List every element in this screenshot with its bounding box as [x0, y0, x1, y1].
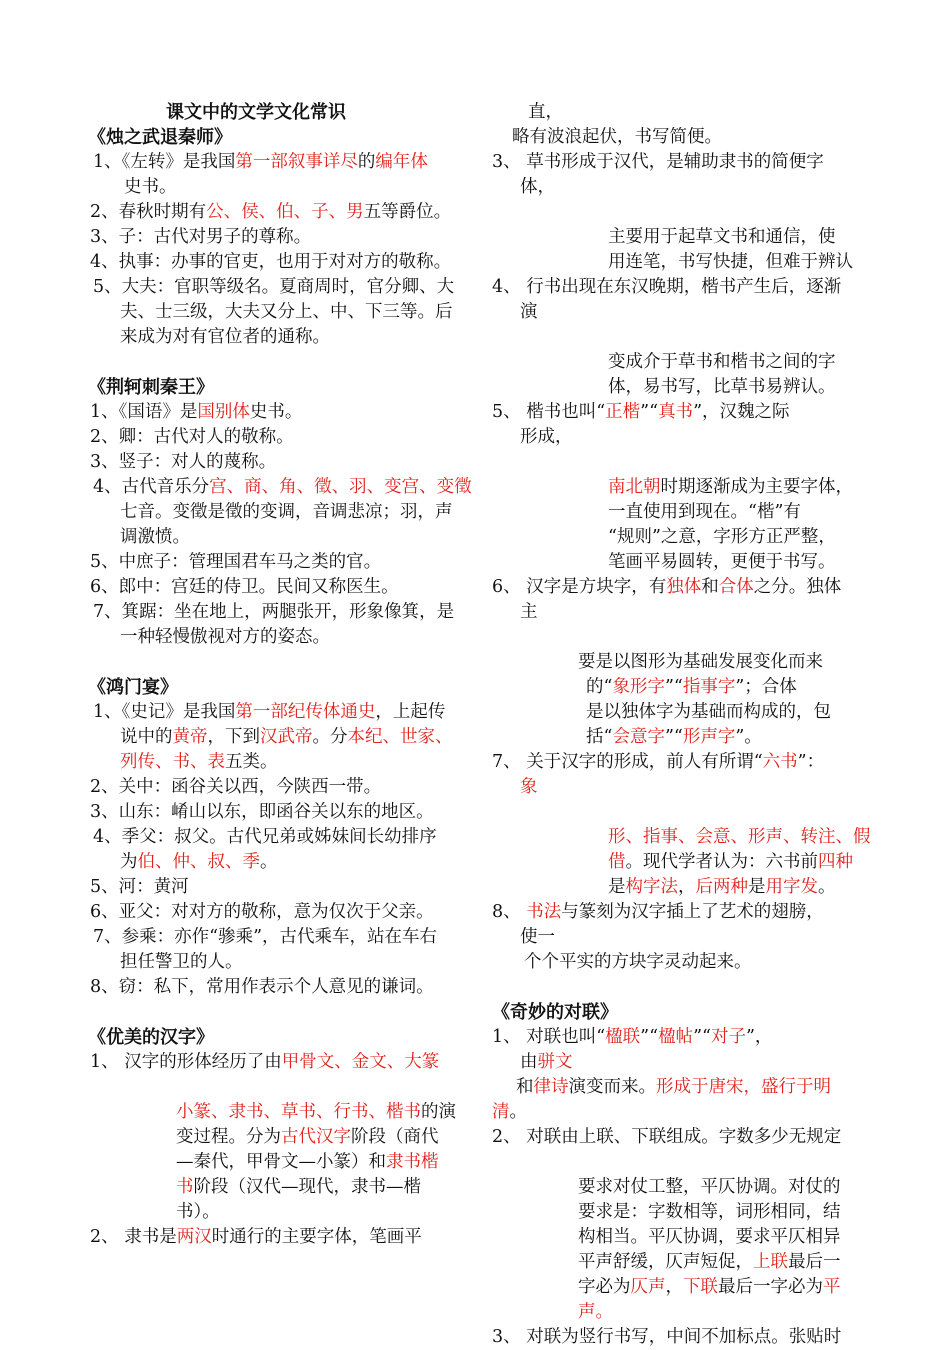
- text-run: 七音。变徵是徵的变调，音调悲凉；羽，声: [120, 502, 453, 522]
- highlighted-term: 书法: [526, 902, 562, 922]
- text-run: 体，: [520, 177, 555, 197]
- highlighted-term: 下联: [683, 1277, 718, 1297]
- text-run: 史书。: [124, 177, 177, 197]
- text-line: [492, 575, 872, 600]
- text-run: 1、《国语》是: [90, 402, 198, 422]
- text-line: [492, 425, 872, 450]
- text-run: 使一: [520, 927, 555, 947]
- text-run: 要是以图形为基础发展变化而来: [578, 652, 823, 672]
- right-column: [492, 100, 872, 1350]
- text-line: [88, 300, 468, 325]
- highlighted-term: 后两种: [695, 877, 748, 897]
- highlighted-term: 列传、书、表: [120, 752, 225, 772]
- text-line: [88, 200, 468, 225]
- text-line: [492, 1050, 872, 1075]
- text-line: [88, 850, 468, 875]
- text-line: [492, 1100, 872, 1125]
- text-run: 7、 关于汉字的形成，前人有所谓“: [492, 752, 763, 772]
- text-run: 变成介于草书和楷书之间的字: [608, 352, 836, 372]
- text-line: [492, 825, 872, 850]
- text-run: 阶段（商代: [351, 1127, 439, 1147]
- text-run: 的“: [586, 677, 613, 697]
- text-run: ”。: [735, 727, 762, 747]
- text-run: 6、 汉字是方块字，有: [492, 577, 667, 597]
- text-line: [492, 600, 872, 625]
- text-run: 6、郎中：宫廷的侍卫。民间又称医生。: [90, 577, 399, 597]
- text-run: 史书。: [249, 402, 303, 422]
- text-line: [88, 225, 468, 250]
- blank-line: [88, 350, 468, 375]
- text-run: 2、 隶书是: [90, 1227, 177, 1247]
- text-line: [492, 1325, 872, 1350]
- text-run: 括“: [586, 727, 613, 747]
- text-line: [88, 150, 468, 175]
- highlighted-term: 隶书楷: [386, 1152, 439, 1172]
- text-run: 。: [509, 1102, 527, 1122]
- text-run: 主要用于起草文书和通信，使: [608, 227, 836, 247]
- blank-line: [492, 975, 872, 1000]
- text-line: [88, 925, 468, 950]
- highlighted-term: 本纪、世家、: [347, 727, 453, 747]
- text-line: [492, 150, 872, 175]
- text-run: 《荆轲刺秦王》: [88, 377, 214, 398]
- blank-line: [88, 1000, 468, 1025]
- text-line: [492, 1225, 872, 1250]
- text-run: 是: [608, 877, 626, 897]
- text-run: 5、河：黄河: [90, 877, 189, 897]
- text-run: ”，汉魏之际: [693, 402, 790, 422]
- text-run: 直，: [528, 102, 563, 122]
- highlighted-term: 小篆、隶书、草书、行书、楷书: [176, 1102, 421, 1122]
- text-line: [88, 550, 468, 575]
- section-heading: [88, 1025, 468, 1050]
- text-line: [492, 250, 872, 275]
- text-run: 《奇妙的对联》: [492, 1002, 618, 1023]
- text-run: 来成为对有官位者的通称。: [120, 327, 330, 347]
- text-line: [492, 375, 872, 400]
- highlighted-term: 第一部纪传体通史: [235, 702, 376, 722]
- text-run: ，下到: [207, 727, 260, 747]
- text-line: [492, 275, 872, 300]
- text-line: [492, 1250, 872, 1275]
- highlighted-term: 形成于唐宋，盛行于明: [656, 1077, 831, 1097]
- text-line: [492, 925, 872, 950]
- text-line: [88, 1125, 468, 1150]
- text-run: 构相当。平仄协调，要求平仄相异: [578, 1227, 841, 1247]
- highlighted-term: 六书: [762, 752, 798, 772]
- text-line: [88, 500, 468, 525]
- text-run: 《烛之武退秦师》: [88, 127, 232, 148]
- highlighted-term: 正楷: [605, 402, 641, 422]
- text-run: 的: [357, 152, 376, 172]
- highlighted-term: 书: [176, 1177, 194, 1197]
- highlighted-term: 四种: [818, 852, 853, 872]
- text-run: 1、《左转》是我国: [93, 152, 236, 172]
- text-line: [492, 100, 872, 125]
- left-column: [88, 100, 472, 1250]
- text-run: 演变而来。: [568, 1077, 656, 1097]
- highlighted-term: 楹联: [605, 1027, 641, 1047]
- text-run: 7、参乘：亦作“骖乘”，古代乘车，站在车右: [93, 927, 438, 947]
- text-run: 要求是：字数相等，词形相同，结: [578, 1202, 841, 1222]
- text-run: ”，: [745, 1027, 773, 1047]
- text-run: 说中的: [120, 727, 173, 747]
- text-run: 6、亚父：对对方的敬称，意为仅次于父亲。: [90, 902, 434, 922]
- text-run: ”；合体: [735, 677, 797, 697]
- text-line: [492, 500, 872, 525]
- text-run: 5、大夫：官职等级名。夏商周时，官分卿、大: [93, 277, 455, 297]
- highlighted-term: 宫、商、角、徵、羽、变宫、变徵: [209, 477, 472, 497]
- text-line: [492, 525, 872, 550]
- text-run: 和: [516, 1077, 534, 1097]
- text-line: [492, 850, 872, 875]
- highlighted-term: 象: [520, 777, 538, 797]
- text-line: [88, 775, 468, 800]
- text-run: 平声舒缓，仄声短促，: [578, 1252, 753, 1272]
- text-line: [492, 225, 872, 250]
- text-line: [88, 600, 468, 625]
- text-line: [492, 1125, 872, 1150]
- text-line: [88, 1175, 468, 1200]
- text-run: 4、 行书出现在东汉晚期，楷书产生后，逐渐: [492, 277, 842, 297]
- text-line: [492, 350, 872, 375]
- text-line: [88, 575, 468, 600]
- highlighted-term: 形、指事、会意、形声、转注、假: [608, 827, 871, 847]
- blank-line: [88, 1075, 468, 1100]
- text-run: 体，易书写，比草书易辨认。: [608, 377, 836, 397]
- text-line: [88, 975, 468, 1000]
- text-run: 8、: [492, 902, 527, 922]
- text-run: 用连笔，书写快捷，但难于辨认: [608, 252, 853, 272]
- text-run: ”“: [640, 402, 659, 422]
- text-run: 最后一字必为: [718, 1277, 823, 1297]
- text-line: [492, 125, 872, 150]
- text-line: [492, 475, 872, 500]
- text-run: 与篆刻为汉字插上了艺术的翅膀，: [561, 902, 824, 922]
- text-run: 和: [701, 577, 719, 597]
- text-run: ”：: [797, 752, 825, 772]
- text-run: 的演: [421, 1102, 456, 1122]
- text-line: [492, 875, 872, 900]
- text-run: 最后一: [788, 1252, 841, 1272]
- section-heading: [492, 1000, 872, 1025]
- text-line: [88, 400, 468, 425]
- text-run: 个个平实的方块字灵动起来。: [524, 952, 752, 972]
- text-line: [88, 750, 468, 775]
- text-line: [492, 775, 872, 800]
- text-run: 五等爵位。: [363, 202, 452, 222]
- text-run: 《优美的汉字》: [88, 1027, 214, 1048]
- text-run: 由: [520, 1052, 538, 1072]
- text-run: 形成，: [520, 427, 573, 447]
- text-run: 演: [520, 302, 538, 322]
- text-run: 时期逐渐成为主要字体，: [660, 477, 853, 497]
- text-line: [88, 900, 468, 925]
- blank-line: [492, 450, 872, 475]
- text-line: [492, 1275, 872, 1300]
- text-line: [492, 1200, 872, 1225]
- text-run: 4、季父：叔父。古代兄弟或姊妹间长幼排序: [93, 827, 437, 847]
- highlighted-term: 用字发: [765, 877, 818, 897]
- text-line: [88, 1225, 468, 1250]
- text-line: [88, 250, 468, 275]
- text-run: 3、山东：崤山以东，即函谷关以东的地区。: [90, 802, 434, 822]
- text-run: 夫、士三级，大夫又分上、中、下三等。后: [120, 302, 453, 322]
- text-run: 4、古代音乐分: [93, 477, 210, 497]
- text-run: 1、 对联也叫“: [492, 1027, 606, 1047]
- highlighted-term: 公、侯、伯、子、男: [206, 202, 364, 222]
- text-run: 为: [120, 852, 138, 872]
- text-run: 担任警卫的人。: [120, 952, 243, 972]
- text-line: [492, 300, 872, 325]
- text-line: [492, 1175, 872, 1200]
- text-run: 笔画平易圆转，更便于书写。: [608, 552, 836, 572]
- highlighted-term: 合体: [718, 577, 754, 597]
- text-line: [88, 425, 468, 450]
- text-run: 2、 对联由上联、下联组成。字数多少无规定: [492, 1127, 842, 1147]
- text-run: 五类。: [225, 752, 278, 772]
- text-line: [492, 700, 872, 725]
- text-run: 之分。独体: [753, 577, 842, 597]
- text-run: 3、 对联为竖行书写，中间不加标点。张贴时: [492, 1327, 842, 1347]
- text-run: 阶段（汉代—现代，隶书—楷: [193, 1177, 421, 1197]
- highlighted-term: 平: [823, 1277, 841, 1297]
- text-run: 《鸿门宴》: [88, 677, 178, 698]
- text-line: [88, 1150, 468, 1175]
- blank-line: [492, 200, 872, 225]
- text-run: ，上起传: [375, 702, 446, 722]
- text-line: [88, 625, 468, 650]
- text-run: ”“: [664, 727, 683, 747]
- text-run: 一种轻慢傲视对方的姿态。: [120, 627, 330, 647]
- highlighted-term: 甲骨文、金文、大篆: [281, 1052, 440, 1072]
- text-run: 要求对仗工整，平仄协调。对仗的: [578, 1177, 841, 1197]
- text-run: 是以独体字为基础而构成的，包: [586, 702, 831, 722]
- text-line: [492, 175, 872, 200]
- text-run: 3、子：古代对男子的尊称。: [90, 227, 312, 247]
- highlighted-term: 上联: [753, 1252, 788, 1272]
- text-run: 一直使用到现在。“楷”有: [608, 502, 801, 522]
- text-line: [88, 175, 468, 200]
- text-line: [492, 1075, 872, 1100]
- text-run: 略有波浪起伏，书写简便。: [512, 127, 722, 147]
- blank-line: [492, 800, 872, 825]
- text-run: —秦代，甲骨文—小篆）和: [176, 1152, 386, 1172]
- text-run: 是: [748, 877, 766, 897]
- highlighted-term: 独体: [666, 577, 702, 597]
- text-run: ，: [678, 877, 696, 897]
- text-line: [88, 275, 468, 300]
- text-run: “规则”之意，字形方正严整，: [608, 527, 836, 547]
- highlighted-term: 象形字: [612, 677, 665, 697]
- text-run: 书）。: [176, 1202, 220, 1222]
- highlighted-term: 两汉: [176, 1227, 212, 1247]
- text-line: [88, 525, 468, 550]
- highlighted-term: 黄帝: [172, 727, 208, 747]
- text-run: 。: [818, 877, 836, 897]
- text-line: [88, 450, 468, 475]
- text-line: [88, 875, 468, 900]
- text-run: 2、春秋时期有: [90, 202, 207, 222]
- text-run: 。现代学者认为：六书前: [625, 852, 818, 872]
- text-run: ”“: [693, 1027, 711, 1047]
- text-line: [88, 475, 472, 500]
- text-run: 4、执事：办事的官吏，也用于对对方的敬称。: [90, 252, 452, 272]
- text-run: 7、箕踞：坐在地上，两腿张开，形象像箕，是: [93, 602, 455, 622]
- text-line: [88, 950, 468, 975]
- highlighted-term: 南北朝: [608, 477, 661, 497]
- highlighted-term: 构字法: [625, 877, 678, 897]
- text-line: [88, 1050, 468, 1075]
- section-heading: [88, 675, 468, 700]
- text-run: ，: [665, 1277, 683, 1297]
- blank-line: [492, 625, 872, 650]
- text-run: 5、中庶子：管理国君车马之类的官。: [90, 552, 382, 572]
- highlighted-term: 汉武帝: [260, 727, 313, 747]
- highlighted-term: 声。: [578, 1302, 613, 1322]
- text-line: [492, 1025, 872, 1050]
- text-line: [492, 400, 872, 425]
- highlighted-term: 会意字: [612, 727, 665, 747]
- text-run: 2、卿：古代对人的敬称。: [90, 427, 294, 447]
- text-line: [88, 700, 468, 725]
- highlighted-term: 形声字: [682, 727, 736, 747]
- section-heading: [88, 125, 468, 150]
- text-run: 2、关中：函谷关以西，今陕西一带。: [90, 777, 382, 797]
- text-line: [88, 800, 468, 825]
- text-run: 3、 草书形成于汉代，是辅助隶书的简便字: [492, 152, 824, 172]
- text-run: 8、窃：私下，常用作表示个人意见的谦词。: [90, 977, 434, 997]
- blank-line: [492, 1150, 872, 1175]
- highlighted-term: 律诗: [533, 1077, 569, 1097]
- text-line: [88, 725, 468, 750]
- text-line: [492, 1300, 872, 1325]
- highlighted-term: 指事字: [682, 677, 736, 697]
- text-run: 课文中的文学文化常识: [166, 102, 346, 123]
- text-line: [88, 1200, 468, 1225]
- text-line: [88, 825, 468, 850]
- document-title: [166, 100, 468, 125]
- highlighted-term: 国别体: [197, 402, 250, 422]
- blank-line: [492, 325, 872, 350]
- text-run: 1、《史记》是我国: [93, 702, 236, 722]
- text-run: 时通行的主要字体，笔画平: [211, 1227, 422, 1247]
- text-run: 调激愤。: [120, 527, 190, 547]
- text-line: [492, 725, 872, 750]
- text-line: [492, 650, 872, 675]
- text-run: 5、 楷书也叫“: [492, 402, 606, 422]
- blank-line: [88, 650, 468, 675]
- text-line: [492, 550, 872, 575]
- highlighted-term: 楹帖: [658, 1027, 694, 1047]
- text-run: 变过程。分为: [176, 1127, 281, 1147]
- highlighted-term: 真书: [658, 402, 694, 422]
- highlighted-term: 仄声: [630, 1277, 666, 1297]
- text-line: [88, 325, 468, 350]
- text-run: 。: [260, 852, 278, 872]
- highlighted-term: 古代汉字: [281, 1127, 351, 1147]
- highlighted-term: 骈文: [537, 1052, 573, 1072]
- highlighted-term: 伯、仲、叔、季: [137, 852, 260, 872]
- text-run: ”“: [640, 1027, 659, 1047]
- text-run: 3、竖子：对人的蔑称。: [90, 452, 277, 472]
- text-line: [492, 900, 872, 925]
- text-run: ”“: [664, 677, 683, 697]
- section-heading: [88, 375, 468, 400]
- text-line: [492, 675, 872, 700]
- text-run: 。分: [312, 727, 348, 747]
- highlighted-term: 借: [608, 852, 626, 872]
- text-run: 字必为: [578, 1277, 631, 1297]
- text-line: [492, 950, 872, 975]
- highlighted-term: 对子: [710, 1027, 746, 1047]
- highlighted-term: 编年体: [375, 152, 428, 172]
- text-run: 主: [520, 602, 538, 622]
- highlighted-term: 清: [492, 1102, 510, 1122]
- text-line: [492, 750, 872, 775]
- text-run: 1、 汉字的形体经历了由: [90, 1052, 282, 1072]
- text-line: [88, 1100, 468, 1125]
- highlighted-term: 第一部叙事详尽: [235, 152, 358, 172]
